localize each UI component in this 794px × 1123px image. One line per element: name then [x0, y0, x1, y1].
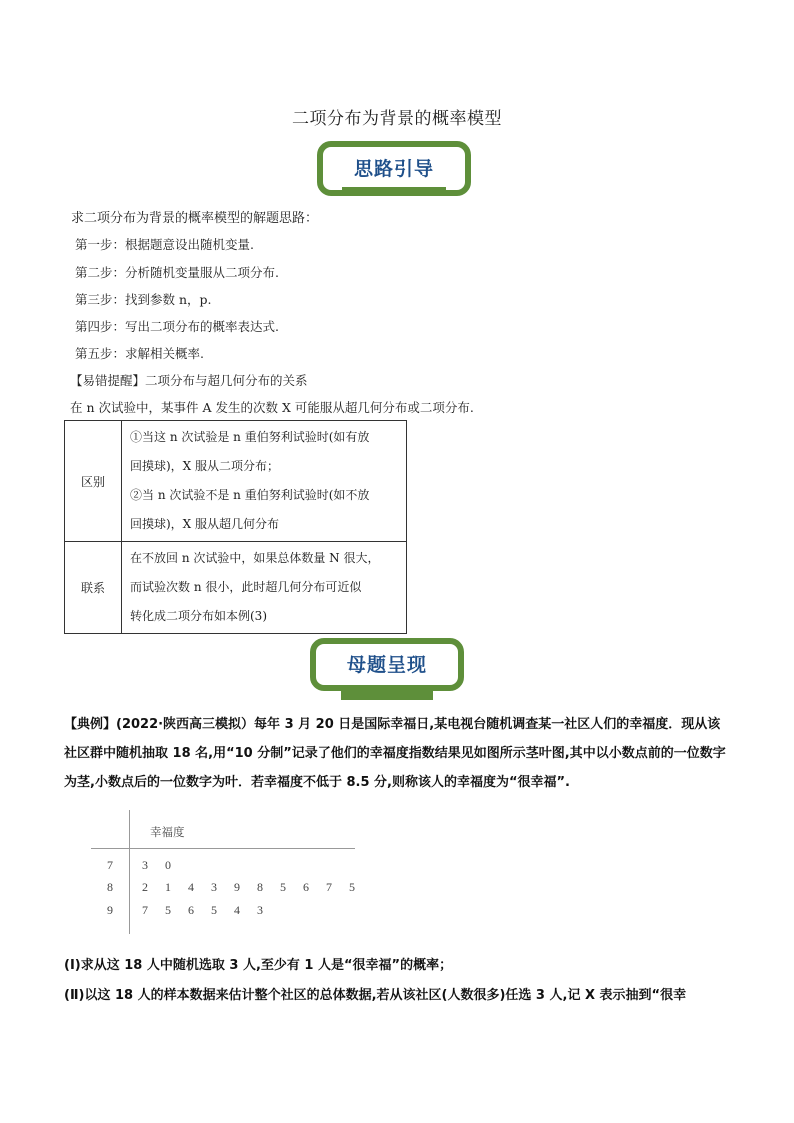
page-title: 二项分布为背景的概率模型 — [292, 109, 502, 129]
step-5: 第五步：求解相关概率. — [75, 346, 204, 361]
table-line: 在不放回 n 次试验中，如果总体数量 N 很大， — [130, 551, 380, 565]
leaf: 0 — [165, 858, 171, 872]
leaf: 2 — [142, 880, 148, 894]
table-line: 回摸球)，X 服从二项分布； — [130, 459, 280, 473]
table-line: 而试验次数 n 很小，此时超几何分布可近似 — [130, 580, 362, 594]
leaf-values — [142, 880, 372, 895]
leaf: 3 — [142, 858, 148, 872]
stem-divider — [129, 810, 130, 934]
banner-mother-problem — [310, 638, 464, 700]
step-1: 第一步：根据题意设出随机变量. — [75, 237, 254, 252]
table-line: ①当这 n 次试验是 n 重伯努利试验时(如有放 — [130, 430, 370, 444]
tip-heading: 【易错提醒】二项分布与超几何分布的关系 — [70, 373, 308, 388]
leaf: 7 — [142, 903, 148, 917]
banner-thinking-guide — [317, 141, 471, 196]
leaf: 3 — [257, 903, 263, 917]
leaf: 5 — [165, 903, 171, 917]
stem-value: 8 — [107, 880, 113, 894]
leaf: 1 — [165, 880, 171, 894]
step-2: 第二步：分析随机变量服从二项分布. — [75, 265, 279, 280]
table-line: ②当 n 次试验不是 n 重伯努利试验时(如不放 — [130, 488, 370, 502]
stem-leaf-plot — [91, 810, 355, 934]
stem-value: 9 — [107, 903, 113, 917]
leaf: 8 — [257, 880, 263, 894]
stem-leaf-header: 幸福度 — [150, 825, 185, 839]
table-header-connection: 联系 — [65, 542, 122, 634]
leaf-values — [142, 903, 280, 918]
banner-bar — [342, 187, 446, 196]
tip-detail: 在 n 次试验中，某事件 A 发生的次数 X 可能服从超几何分布或二项分布. — [70, 400, 474, 415]
leaf-values — [142, 858, 188, 873]
question-1: (Ⅰ)求从这 18 人中随机选取 3 人,至少有 1 人是“很幸福”的概率； — [64, 958, 453, 973]
table-row — [65, 542, 407, 634]
step-3: 第三步：找到参数 n，p. — [75, 292, 212, 307]
leaf: 5 — [211, 903, 217, 917]
leaf: 6 — [188, 903, 194, 917]
leaf: 4 — [188, 880, 194, 894]
intro-text: 求二项分布为背景的概率模型的解题思路： — [71, 211, 319, 226]
banner-bar — [341, 688, 433, 700]
leaf: 3 — [211, 880, 217, 894]
table-cell-connection — [122, 542, 407, 634]
question-2: (Ⅱ)以这 18 人的样本数据来估计整个社区的总体数据,若从该社区(人数很多)任选 3 人,记 X 表示抽到“很幸 — [64, 988, 687, 1003]
banner-label: 思路引导 — [353, 158, 434, 180]
table-line: 回摸球)，X 服从超几何分布 — [130, 517, 280, 531]
header-divider — [91, 848, 355, 849]
leaf: 4 — [234, 903, 240, 917]
leaf: 7 — [326, 880, 332, 894]
step-4: 第四步：写出二项分布的概率表达式. — [75, 319, 279, 334]
comparison-table — [64, 420, 407, 634]
table-cell-difference — [122, 421, 407, 542]
leaf: 5 — [349, 880, 355, 894]
table-line: 转化成二项分布如本例(3) — [130, 609, 267, 623]
stem-value: 7 — [107, 858, 113, 872]
table-header-difference: 区别 — [65, 421, 122, 542]
leaf: 9 — [234, 880, 240, 894]
leaf: 6 — [303, 880, 309, 894]
table-row — [65, 421, 407, 542]
example-text: 【典例】(2022·陕西高三模拟）每年 3 月 20 日是国际幸福日,某电视台随机调查某一社区人们的幸福度．现从该社区群中随机抽取 18 名,用“10 分制”记录了他们的幸福度指数结果见如图所示茎叶图,其中以小数点前的一位数字为茎,小数点后的一位数字为叶．若幸福度不低于 8.5 分,则称该人的幸福度为“很幸福”. — [64, 717, 726, 790]
leaf: 5 — [280, 880, 286, 894]
banner-label: 母题呈现 — [346, 654, 427, 676]
